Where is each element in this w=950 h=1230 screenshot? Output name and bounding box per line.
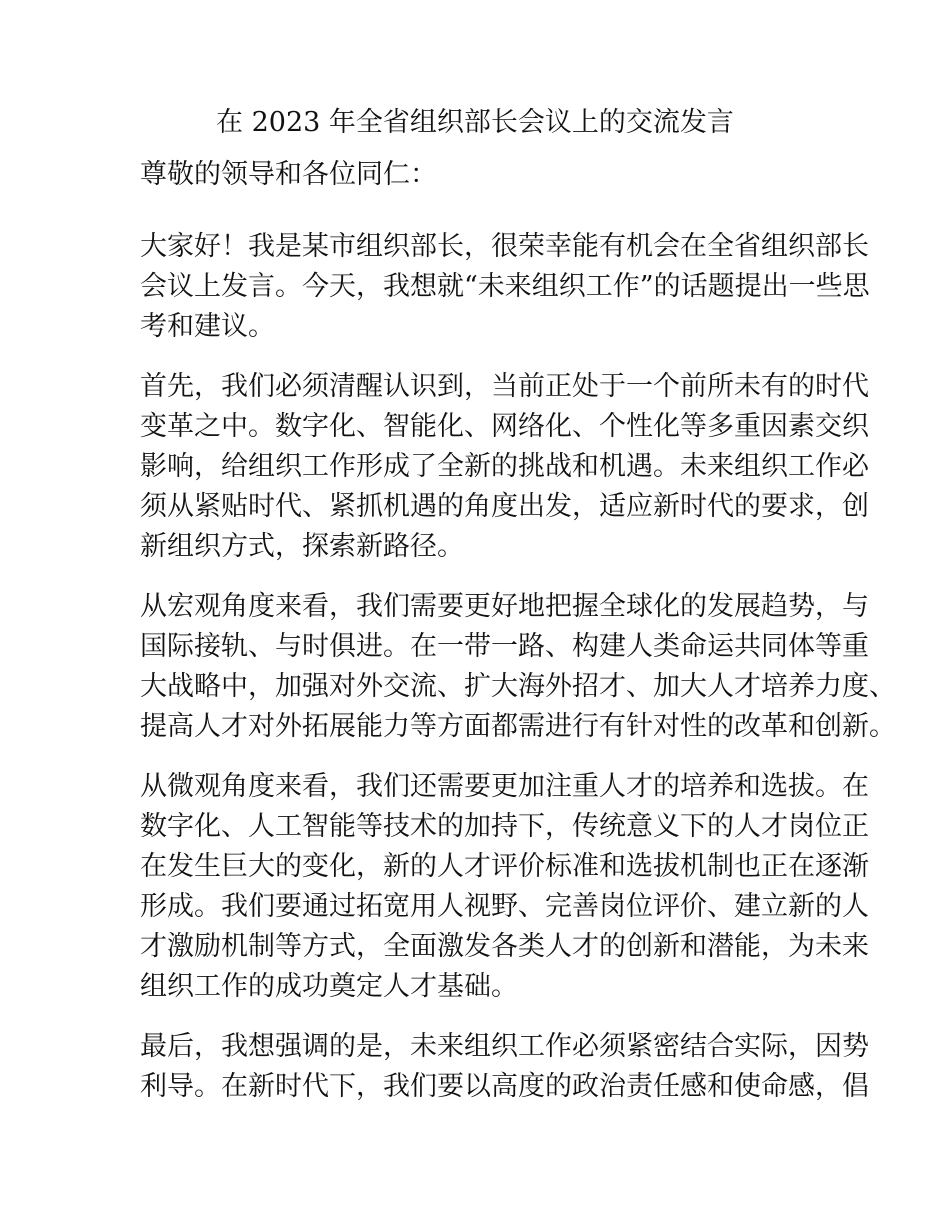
salutation-line: 尊敬的领导和各位同仁： bbox=[140, 159, 437, 190]
paragraph-5 bbox=[140, 1027, 869, 1107]
paragraph-line: 变革之中。数字化、智能化、网络化、个性化等多重因素交织 bbox=[140, 411, 869, 442]
paragraph-line: 才激励机制等方式，全面激发各类人才的创新和潜能，为未来 bbox=[140, 931, 869, 962]
paragraph-line: 会议上发言。今天，我想就“未来组织工作”的话题提出一些思 bbox=[140, 271, 870, 302]
paragraph-1 bbox=[140, 227, 870, 347]
paragraph-line: 数字化、人工智能等技术的加持下，传统意义下的人才岗位正 bbox=[140, 811, 869, 842]
paragraph-line: 在发生巨大的变化，新的人才评价标准和选拔机制也正在逐渐 bbox=[140, 851, 869, 882]
paragraph-line: 从微观角度来看，我们还需要更加注重人才的培养和选拔。在 bbox=[140, 771, 869, 802]
paragraph-line: 大家好！我是某市组织部长，很荣幸能有机会在全省组织部长 bbox=[140, 231, 869, 262]
paragraph-line: 形成。我们要通过拓宽用人视野、完善岗位评价、建立新的人 bbox=[140, 891, 869, 922]
paragraph-3 bbox=[140, 587, 896, 747]
paragraph-line: 影响，给组织工作形成了全新的挑战和机遇。未来组织工作必 bbox=[140, 451, 869, 482]
paragraph-line: 组织工作的成功奠定人才基础。 bbox=[140, 971, 518, 1002]
salutation bbox=[140, 155, 860, 195]
paragraph-line: 大战略中，加强对外交流、扩大海外招才、加大人才培养力度、 bbox=[140, 671, 896, 702]
paragraph-line: 利导。在新时代下，我们要以高度的政治责任感和使命感，倡 bbox=[140, 1071, 869, 1102]
paragraph-line: 国际接轨、与时俱进。在一带一路、构建人类命运共同体等重 bbox=[140, 631, 869, 662]
paragraph-4 bbox=[140, 767, 869, 1007]
paragraph-line: 首先，我们必须清醒认识到，当前正处于一个前所未有的时代 bbox=[140, 371, 869, 402]
paragraph-line: 从宏观角度来看，我们需要更好地把握全球化的发展趋势，与 bbox=[140, 591, 869, 622]
paragraph-line: 考和建议。 bbox=[140, 311, 275, 342]
paragraph-2 bbox=[140, 367, 869, 567]
document-title: 在 2023 年全省组织部长会议上的交流发言 bbox=[216, 107, 734, 138]
paragraph-line: 新组织方式，探索新路径。 bbox=[140, 531, 464, 562]
paragraph-line: 须从紧贴时代、紧抓机遇的角度出发，适应新时代的要求，创 bbox=[140, 491, 869, 522]
paragraph-line: 提高人才对外拓展能力等方面都需进行有针对性的改革和创新。 bbox=[140, 711, 896, 742]
paragraph-line: 最后，我想强调的是，未来组织工作必须紧密结合实际，因势 bbox=[140, 1031, 869, 1062]
